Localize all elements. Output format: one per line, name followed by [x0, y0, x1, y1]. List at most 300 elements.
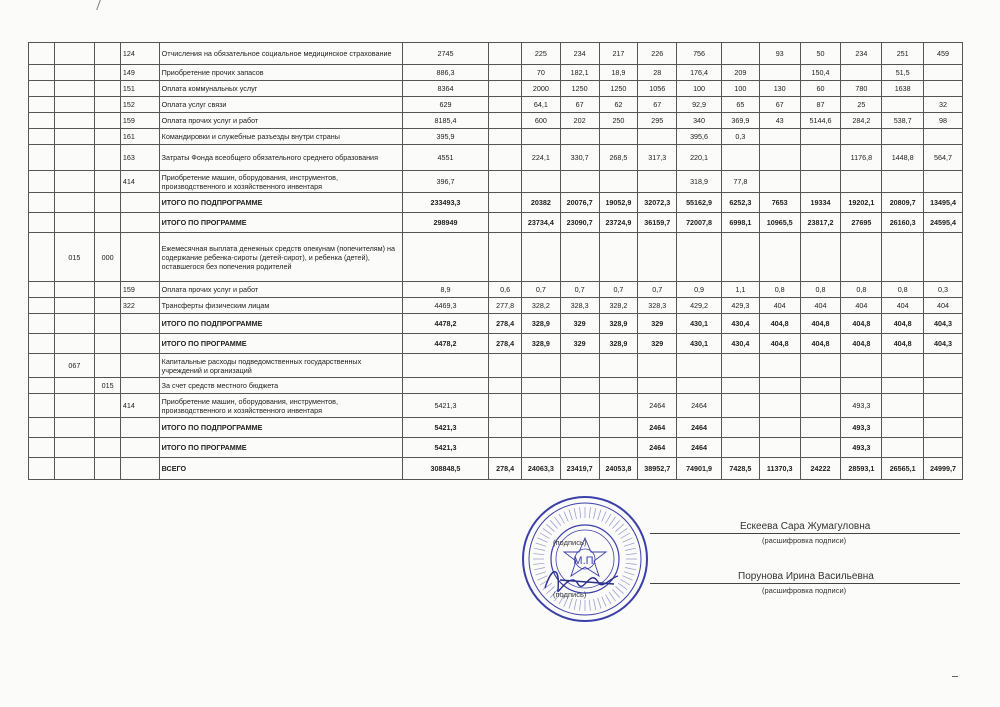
month-amount-cell: [638, 129, 677, 145]
month-amount-cell: 28593,1: [841, 458, 882, 480]
subprogram-code-cell: [95, 81, 121, 97]
month-amount-cell: 51,5: [882, 65, 924, 81]
table-row: [29, 354, 963, 378]
month-amount-cell: 11370,3: [759, 458, 800, 480]
month-amount-cell: [677, 354, 722, 378]
item-name-cell: Затраты Фонда всеобщего обязательного среднего образования: [159, 145, 402, 171]
specifics-code-cell: [120, 458, 159, 480]
month-amount-cell: 0,3: [924, 282, 963, 298]
month-amount-cell: [924, 438, 963, 458]
month-amount-cell: [800, 438, 841, 458]
program-code-cell: [54, 314, 95, 334]
month-amount-cell: [841, 129, 882, 145]
month-amount-cell: 224,1: [521, 145, 560, 171]
subprogram-code-cell: 000: [95, 233, 121, 282]
total-amount-cell: 8364: [402, 81, 489, 97]
month-amount-cell: 430,4: [722, 314, 760, 334]
month-amount-cell: 19052,9: [599, 193, 638, 213]
month-amount-cell: [800, 354, 841, 378]
month-amount-cell: [489, 129, 522, 145]
month-amount-cell: [489, 145, 522, 171]
month-amount-cell: [599, 171, 638, 193]
month-amount-cell: 600: [521, 113, 560, 129]
month-amount-cell: 226: [638, 43, 677, 65]
month-amount-cell: 0,7: [638, 282, 677, 298]
table-row: [29, 233, 963, 282]
total-amount-cell: [402, 354, 489, 378]
month-amount-cell: 251: [882, 43, 924, 65]
table-row: [29, 113, 963, 129]
item-name-cell: ВСЕГО: [159, 458, 402, 480]
month-amount-cell: 330,7: [560, 145, 599, 171]
month-amount-cell: 234: [841, 43, 882, 65]
month-amount-cell: 0,7: [521, 282, 560, 298]
month-amount-cell: [560, 378, 599, 394]
subprogram-code-cell: [95, 394, 121, 418]
month-amount-cell: 404,8: [882, 334, 924, 354]
month-amount-cell: 225: [521, 43, 560, 65]
table-row: [29, 378, 963, 394]
month-amount-cell: 404: [841, 298, 882, 314]
month-amount-cell: 430,1: [677, 334, 722, 354]
total-amount-cell: 8,9: [402, 282, 489, 298]
month-amount-cell: 28: [638, 65, 677, 81]
month-amount-cell: 74901,9: [677, 458, 722, 480]
month-amount-cell: 564,7: [924, 145, 963, 171]
item-name-cell: Командировки и служебные разъезды внутри страны: [159, 129, 402, 145]
month-amount-cell: 404: [759, 298, 800, 314]
month-amount-cell: [924, 233, 963, 282]
month-amount-cell: [722, 378, 760, 394]
subprogram-code-cell: [95, 354, 121, 378]
total-amount-cell: 396,7: [402, 171, 489, 193]
month-amount-cell: 404,8: [841, 314, 882, 334]
month-amount-cell: 2464: [677, 438, 722, 458]
item-name-cell: Отчисления на обязательное социальное медицинское страхование: [159, 43, 402, 65]
col-a-cell: [29, 113, 55, 129]
month-amount-cell: [759, 418, 800, 438]
month-amount-cell: 38952,7: [638, 458, 677, 480]
month-amount-cell: 24063,3: [521, 458, 560, 480]
item-name-cell: Приобретение машин, оборудования, инструментов, производственного и хозяйственного инвентаря: [159, 394, 402, 418]
month-amount-cell: 87: [800, 97, 841, 113]
month-amount-cell: 23724,9: [599, 213, 638, 233]
month-amount-cell: 429,3: [722, 298, 760, 314]
total-amount-cell: 298949: [402, 213, 489, 233]
month-amount-cell: [677, 233, 722, 282]
month-amount-cell: [882, 354, 924, 378]
table-row: [29, 171, 963, 193]
month-amount-cell: 780: [841, 81, 882, 97]
month-amount-cell: 295: [638, 113, 677, 129]
month-amount-cell: 278,4: [489, 334, 522, 354]
subprogram-code-cell: [95, 193, 121, 213]
month-amount-cell: [924, 171, 963, 193]
month-amount-cell: [759, 378, 800, 394]
month-amount-cell: 2464: [638, 394, 677, 418]
month-amount-cell: 1250: [599, 81, 638, 97]
month-amount-cell: 217: [599, 43, 638, 65]
month-amount-cell: 328,2: [521, 298, 560, 314]
month-amount-cell: 493,3: [841, 418, 882, 438]
month-amount-cell: [489, 113, 522, 129]
item-name-cell: ИТОГО ПО ПРОГРАММЕ: [159, 213, 402, 233]
month-amount-cell: [489, 193, 522, 213]
month-amount-cell: [759, 145, 800, 171]
month-amount-cell: 2000: [521, 81, 560, 97]
col-a-cell: [29, 193, 55, 213]
specifics-code-cell: 322: [120, 298, 159, 314]
month-amount-cell: [677, 378, 722, 394]
month-amount-cell: 328,9: [599, 314, 638, 334]
month-amount-cell: [841, 354, 882, 378]
month-amount-cell: 404,8: [759, 314, 800, 334]
month-amount-cell: 100: [677, 81, 722, 97]
month-amount-cell: 459: [924, 43, 963, 65]
month-amount-cell: [722, 418, 760, 438]
signer-2-caption: (расшифровка подписи): [762, 586, 847, 595]
specifics-code-cell: 152: [120, 97, 159, 113]
table-row: [29, 97, 963, 113]
month-amount-cell: 18,9: [599, 65, 638, 81]
month-amount-cell: [722, 394, 760, 418]
month-amount-cell: 209: [722, 65, 760, 81]
program-code-cell: [54, 97, 95, 113]
col-a-cell: [29, 145, 55, 171]
table-row: [29, 193, 963, 213]
budget-table: [28, 42, 963, 480]
month-amount-cell: [722, 43, 760, 65]
month-amount-cell: [489, 65, 522, 81]
month-amount-cell: 328,9: [521, 314, 560, 334]
total-amount-cell: [402, 233, 489, 282]
month-amount-cell: 430,1: [677, 314, 722, 334]
month-amount-cell: [882, 394, 924, 418]
month-amount-cell: 60: [800, 81, 841, 97]
month-amount-cell: 278,4: [489, 458, 522, 480]
signature-caption-1: (подпись): [553, 538, 587, 547]
month-amount-cell: [924, 354, 963, 378]
month-amount-cell: 25: [841, 97, 882, 113]
month-amount-cell: [638, 171, 677, 193]
month-amount-cell: 24053,8: [599, 458, 638, 480]
month-amount-cell: 100: [722, 81, 760, 97]
specifics-code-cell: [120, 233, 159, 282]
item-name-cell: ИТОГО ПО ПРОГРАММЕ: [159, 438, 402, 458]
month-amount-cell: 404,8: [841, 334, 882, 354]
month-amount-cell: [489, 97, 522, 113]
item-name-cell: За счет средств местного бюджета: [159, 378, 402, 394]
month-amount-cell: 395,6: [677, 129, 722, 145]
month-amount-cell: 250: [599, 113, 638, 129]
subprogram-code-cell: [95, 438, 121, 458]
month-amount-cell: 340: [677, 113, 722, 129]
month-amount-cell: [759, 233, 800, 282]
month-amount-cell: 329: [560, 334, 599, 354]
program-code-cell: [54, 43, 95, 65]
month-amount-cell: [800, 418, 841, 438]
specifics-code-cell: [120, 378, 159, 394]
month-amount-cell: 5144,6: [800, 113, 841, 129]
month-amount-cell: [489, 438, 522, 458]
program-code-cell: [54, 145, 95, 171]
month-amount-cell: [521, 233, 560, 282]
month-amount-cell: 1448,8: [882, 145, 924, 171]
month-amount-cell: 328,2: [599, 298, 638, 314]
specifics-code-cell: 163: [120, 145, 159, 171]
program-code-cell: [54, 438, 95, 458]
month-amount-cell: 7653: [759, 193, 800, 213]
program-code-cell: [54, 394, 95, 418]
month-amount-cell: [800, 233, 841, 282]
month-amount-cell: [638, 378, 677, 394]
month-amount-cell: 19334: [800, 193, 841, 213]
col-a-cell: [29, 97, 55, 113]
col-a-cell: [29, 458, 55, 480]
month-amount-cell: [599, 418, 638, 438]
col-a-cell: [29, 418, 55, 438]
total-amount-cell: 629: [402, 97, 489, 113]
month-amount-cell: [882, 418, 924, 438]
month-amount-cell: [560, 438, 599, 458]
month-amount-cell: 404,8: [800, 314, 841, 334]
table-row: [29, 334, 963, 354]
month-amount-cell: [882, 97, 924, 113]
month-amount-cell: 404: [924, 298, 963, 314]
program-code-cell: [54, 282, 95, 298]
total-amount-cell: 8185,4: [402, 113, 489, 129]
item-name-cell: Приобретение машин, оборудования, инструментов, производственного и хозяйственного инвентаря: [159, 171, 402, 193]
month-amount-cell: 328,9: [521, 334, 560, 354]
month-amount-cell: 318,9: [677, 171, 722, 193]
month-amount-cell: 67: [560, 97, 599, 113]
month-amount-cell: 6998,1: [722, 213, 760, 233]
total-amount-cell: 308848,5: [402, 458, 489, 480]
month-amount-cell: 0,9: [677, 282, 722, 298]
month-amount-cell: 0,6: [489, 282, 522, 298]
month-amount-cell: 756: [677, 43, 722, 65]
program-code-cell: [54, 213, 95, 233]
month-amount-cell: [841, 233, 882, 282]
program-code-cell: 067: [54, 354, 95, 378]
month-amount-cell: 70: [521, 65, 560, 81]
month-amount-cell: 0,7: [560, 282, 599, 298]
month-amount-cell: 0,8: [800, 282, 841, 298]
scan-mark: [952, 676, 958, 677]
month-amount-cell: 317,3: [638, 145, 677, 171]
month-amount-cell: [489, 378, 522, 394]
subprogram-code-cell: [95, 65, 121, 81]
item-name-cell: Капитальные расходы подведомственных государственных учреждений и организаций: [159, 354, 402, 378]
month-amount-cell: [882, 378, 924, 394]
month-amount-cell: 24999,7: [924, 458, 963, 480]
subprogram-code-cell: [95, 171, 121, 193]
month-amount-cell: 19202,1: [841, 193, 882, 213]
month-amount-cell: 65: [722, 97, 760, 113]
month-amount-cell: [759, 171, 800, 193]
item-name-cell: Оплата прочих услуг и работ: [159, 113, 402, 129]
month-amount-cell: 0,8: [882, 282, 924, 298]
month-amount-cell: [599, 378, 638, 394]
item-name-cell: Оплата услуг связи: [159, 97, 402, 113]
month-amount-cell: 43: [759, 113, 800, 129]
stamp-mp-label: М.П.: [573, 555, 597, 567]
item-name-cell: Приобретение прочих запасов: [159, 65, 402, 81]
month-amount-cell: [599, 354, 638, 378]
month-amount-cell: [800, 171, 841, 193]
month-amount-cell: 202: [560, 113, 599, 129]
subprogram-code-cell: [95, 97, 121, 113]
month-amount-cell: 329: [560, 314, 599, 334]
month-amount-cell: 1250: [560, 81, 599, 97]
round-seal-stamp: [520, 494, 650, 624]
month-amount-cell: 2464: [638, 418, 677, 438]
month-amount-cell: 493,3: [841, 438, 882, 458]
month-amount-cell: 27695: [841, 213, 882, 233]
month-amount-cell: 23817,2: [800, 213, 841, 233]
month-amount-cell: 176,4: [677, 65, 722, 81]
month-amount-cell: 67: [638, 97, 677, 113]
month-amount-cell: [560, 354, 599, 378]
col-a-cell: [29, 394, 55, 418]
signer-2-name: Порунова Ирина Васильевна: [738, 571, 874, 582]
table-row: [29, 438, 963, 458]
month-amount-cell: 538,7: [882, 113, 924, 129]
month-amount-cell: 0,7: [599, 282, 638, 298]
month-amount-cell: [560, 394, 599, 418]
month-amount-cell: [638, 233, 677, 282]
month-amount-cell: [489, 43, 522, 65]
month-amount-cell: 234: [560, 43, 599, 65]
table-row: [29, 81, 963, 97]
col-a-cell: [29, 171, 55, 193]
month-amount-cell: [521, 394, 560, 418]
month-amount-cell: [560, 418, 599, 438]
month-amount-cell: [800, 145, 841, 171]
total-amount-cell: 886,3: [402, 65, 489, 81]
table-row: [29, 298, 963, 314]
col-a-cell: [29, 438, 55, 458]
scan-artifact: [96, 0, 105, 10]
table-row: [29, 129, 963, 145]
total-amount-cell: 4551: [402, 145, 489, 171]
signer-1-name: Ескеева Сара Жумагуловна: [740, 521, 871, 532]
col-a-cell: [29, 43, 55, 65]
month-amount-cell: 20076,7: [560, 193, 599, 213]
month-amount-cell: [924, 81, 963, 97]
month-amount-cell: 1176,8: [841, 145, 882, 171]
program-code-cell: [54, 418, 95, 438]
month-amount-cell: 284,2: [841, 113, 882, 129]
month-amount-cell: 328,9: [599, 334, 638, 354]
total-amount-cell: 5421,3: [402, 418, 489, 438]
month-amount-cell: 0,8: [841, 282, 882, 298]
col-a-cell: [29, 129, 55, 145]
item-name-cell: Ежемесячная выплата денежных средств опекунам (попечителям) на содержание ребенка-сироты (детей-сирот), и ребенка (детей), оставшегося без попечения родителей: [159, 233, 402, 282]
month-amount-cell: [841, 171, 882, 193]
month-amount-cell: 1,1: [722, 282, 760, 298]
month-amount-cell: [521, 418, 560, 438]
month-amount-cell: [882, 129, 924, 145]
program-code-cell: [54, 458, 95, 480]
specifics-code-cell: 159: [120, 113, 159, 129]
specifics-code-cell: [120, 213, 159, 233]
month-amount-cell: 430,4: [722, 334, 760, 354]
month-amount-cell: 369,9: [722, 113, 760, 129]
month-amount-cell: 277,8: [489, 298, 522, 314]
month-amount-cell: 0,8: [759, 282, 800, 298]
month-amount-cell: 23090,7: [560, 213, 599, 233]
table-row: [29, 314, 963, 334]
table-row: [29, 65, 963, 81]
month-amount-cell: 93: [759, 43, 800, 65]
subprogram-code-cell: [95, 418, 121, 438]
col-a-cell: [29, 65, 55, 81]
month-amount-cell: 404,8: [759, 334, 800, 354]
month-amount-cell: [599, 438, 638, 458]
month-amount-cell: [841, 65, 882, 81]
month-amount-cell: 98: [924, 113, 963, 129]
month-amount-cell: [560, 233, 599, 282]
month-amount-cell: [800, 378, 841, 394]
item-name-cell: Оплата коммунальных услуг: [159, 81, 402, 97]
col-a-cell: [29, 81, 55, 97]
item-name-cell: ИТОГО ПО ПОДПРОГРАММЕ: [159, 193, 402, 213]
total-amount-cell: 395,9: [402, 129, 489, 145]
month-amount-cell: [882, 438, 924, 458]
month-amount-cell: 10965,5: [759, 213, 800, 233]
signature-caption-2: (подпись): [553, 590, 587, 599]
month-amount-cell: 2464: [677, 418, 722, 438]
month-amount-cell: [722, 233, 760, 282]
specifics-code-cell: [120, 334, 159, 354]
subprogram-code-cell: 015: [95, 378, 121, 394]
month-amount-cell: [521, 129, 560, 145]
month-amount-cell: [638, 354, 677, 378]
month-amount-cell: 220,1: [677, 145, 722, 171]
month-amount-cell: 2464: [638, 438, 677, 458]
month-amount-cell: [599, 394, 638, 418]
month-amount-cell: 328,3: [638, 298, 677, 314]
program-code-cell: [54, 129, 95, 145]
subprogram-code-cell: [95, 298, 121, 314]
total-amount-cell: 4469,3: [402, 298, 489, 314]
month-amount-cell: 404,8: [800, 334, 841, 354]
month-amount-cell: 62: [599, 97, 638, 113]
month-amount-cell: 36159,7: [638, 213, 677, 233]
table-row: [29, 213, 963, 233]
month-amount-cell: [489, 81, 522, 97]
month-amount-cell: 404,8: [882, 314, 924, 334]
program-code-cell: [54, 113, 95, 129]
month-amount-cell: [560, 129, 599, 145]
specifics-code-cell: [120, 193, 159, 213]
signer-1-caption: (расшифровка подписи): [762, 536, 847, 545]
month-amount-cell: 2464: [677, 394, 722, 418]
month-amount-cell: [882, 171, 924, 193]
month-amount-cell: [759, 394, 800, 418]
month-amount-cell: [489, 233, 522, 282]
month-amount-cell: [759, 354, 800, 378]
month-amount-cell: 404,3: [924, 334, 963, 354]
month-amount-cell: 24222: [800, 458, 841, 480]
month-amount-cell: [489, 171, 522, 193]
specifics-code-cell: [120, 438, 159, 458]
item-name-cell: Трансферты физическим лицам: [159, 298, 402, 314]
subprogram-code-cell: [95, 213, 121, 233]
signature-line-1: [650, 533, 960, 534]
month-amount-cell: [489, 418, 522, 438]
